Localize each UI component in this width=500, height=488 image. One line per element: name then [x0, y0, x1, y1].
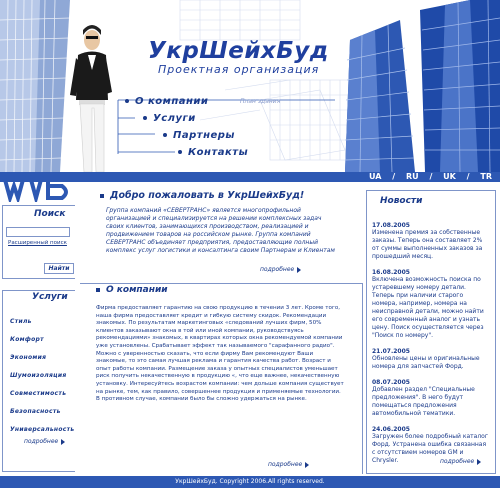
- bullet-icon: [125, 99, 129, 103]
- news-item[interactable]: [372, 222, 490, 261]
- news-text: Включена возможность поиска по устаревшему номеру детали. Теперь при наличии старого номера, например, номера на неисправной детали, можно найти его современный аналог и узнать цену. Поиск осуществляется через "Поиск по номеру".: [372, 276, 484, 339]
- news-item[interactable]: [372, 379, 490, 418]
- welcome-more-link[interactable]: подробнее: [260, 266, 301, 273]
- bullet-icon: [178, 150, 182, 154]
- search-input[interactable]: [6, 227, 70, 237]
- advanced-search-link[interactable]: Расширенный поиск: [8, 240, 67, 246]
- services-list: [10, 318, 75, 444]
- separator: /: [392, 172, 396, 181]
- separator: /: [466, 172, 470, 181]
- news-title: Новости: [380, 196, 423, 206]
- service-item-style[interactable]: Стиль: [10, 318, 32, 325]
- news-date: 24.06.2005: [372, 426, 410, 433]
- bullet-icon: [163, 133, 167, 137]
- service-item-compatibility[interactable]: Совместимость: [10, 390, 67, 397]
- nav-partners[interactable]: Партнеры: [163, 130, 235, 141]
- news-date: 16.08.2005: [372, 269, 410, 276]
- lang-uk[interactable]: UK: [443, 172, 456, 181]
- separator: /: [429, 172, 433, 181]
- wub-emblem-icon: [0, 172, 80, 202]
- news-item[interactable]: [372, 269, 490, 340]
- service-item-economy[interactable]: Экономия: [10, 354, 47, 361]
- search-title: Поиск: [34, 209, 66, 219]
- service-item-universality[interactable]: Универсальность: [10, 426, 75, 433]
- arrow-right-icon: [297, 267, 301, 273]
- language-switcher: [361, 172, 492, 182]
- lang-tr[interactable]: TR: [480, 172, 492, 181]
- services-more-link[interactable]: подробнее: [24, 438, 65, 445]
- bullet-icon: [96, 288, 100, 292]
- nav-about[interactable]: О компании: [125, 96, 208, 107]
- about-section: [96, 285, 358, 404]
- plan-label: План здания: [240, 98, 281, 105]
- news-text: Обновлены цены и оригинальные номера для запчастей Форд.: [372, 355, 480, 370]
- service-item-security[interactable]: Безопасность: [10, 408, 61, 415]
- welcome-section: [100, 190, 360, 273]
- news-section: [372, 196, 490, 471]
- news-date: 08.07.2005: [372, 379, 410, 386]
- arrow-right-icon: [61, 439, 65, 445]
- news-date: 21.07.2005: [372, 348, 410, 355]
- arrow-right-icon: [305, 462, 309, 468]
- news-more-link[interactable]: подробнее: [440, 458, 481, 465]
- news-date: 17.08.2005: [372, 222, 410, 229]
- about-text: Фирма предоставляет гарантию на свою продукцию в течении 3 лет. Кроме того, наша фирма предоставляет кредит и гибкую систему скидок. Рекомендации знакомых. По результатам маркетинговых «следований лучших фирм, 50% клиентов заказывают окна в той или иной компании, руководствуясь рекомендациями» знакомых, в квартирах которых окна рекомендуемой компании уже установлены. Срабатывает эффект так называемого "сарафанного радио". Можно с уверенностью сказать, что если фирму Вам рекомендуют Ваши знакомые, то это самая лучшая реклама и гарантия качества работ. Возраст и опыт работы компании. Размещение заказа у опытных специалистов уменьшает риск получить некачественную в продукцию «, что еще важнее, некачественную установку. Интересуйтесь возрастом компании: чем дольше компания существует на рынке, тем, как правило, совершеннее продукция и применяемые технологии. В противном случае, компании было бы сложно удержаться на рынке.: [96, 305, 344, 403]
- arrow-right-icon: [477, 459, 481, 465]
- news-item[interactable]: [372, 348, 490, 371]
- bullet-icon: [100, 194, 104, 198]
- header-artwork: [0, 0, 500, 172]
- header: [0, 0, 500, 172]
- copyright-text: УкрШейхБуд. Copyright 2006.All rights reserved.: [175, 478, 325, 485]
- about-more-link[interactable]: подробнее: [268, 461, 309, 468]
- news-text: Добавлен раздел "Специальные предложения". В него будут помещаться предложения автомобильной тематики.: [372, 386, 475, 417]
- welcome-title: Добро пожаловать в УкрШейхБуд!: [100, 190, 360, 201]
- service-item-comfort[interactable]: Комфорт: [10, 336, 44, 343]
- footer: [0, 476, 500, 488]
- search-button[interactable]: Найти: [44, 263, 74, 274]
- search-section: [6, 209, 76, 272]
- man-illustration: [70, 25, 112, 172]
- lang-ua[interactable]: UA: [369, 172, 382, 181]
- news-text: Изменена премия за собственные заказы. Теперь она составляет 2% от суммы выполненных заказов за прошедший месяц.: [372, 229, 483, 260]
- services-title: Услуги: [32, 292, 68, 302]
- about-title: О компании: [96, 285, 358, 295]
- news-list: [372, 222, 490, 465]
- nav-contacts[interactable]: Контакты: [178, 147, 248, 158]
- service-item-soundproof[interactable]: Шумоизоляция: [10, 372, 67, 379]
- site-tagline: Проектная организация: [158, 63, 320, 76]
- lang-ru[interactable]: RU: [405, 172, 419, 181]
- nav-services[interactable]: Услуги: [143, 113, 196, 124]
- site-logo[interactable]: УкрШейхБуд: [148, 38, 329, 64]
- bullet-icon: [143, 116, 147, 120]
- news-text: Загружен более подробный каталог Форд. Устранена ошибка связанная с отсутствием номеров GM и Chrysler.: [372, 433, 488, 464]
- welcome-text: Группа компаний «СЕВЕРТРАНС» является многопрофильной организацией и специализируется на решении комплексных задач своих клиентов, занимающихся производством, реализацией и продвижением товаров на российском рынке. Группа компаний СЕВЕРТРАНС объединяет предприятия, предоставляющие полный комплекс услуг логистики и консалтинга своим Партнерам и Клиентам: [106, 207, 335, 254]
- services-section: [8, 292, 78, 470]
